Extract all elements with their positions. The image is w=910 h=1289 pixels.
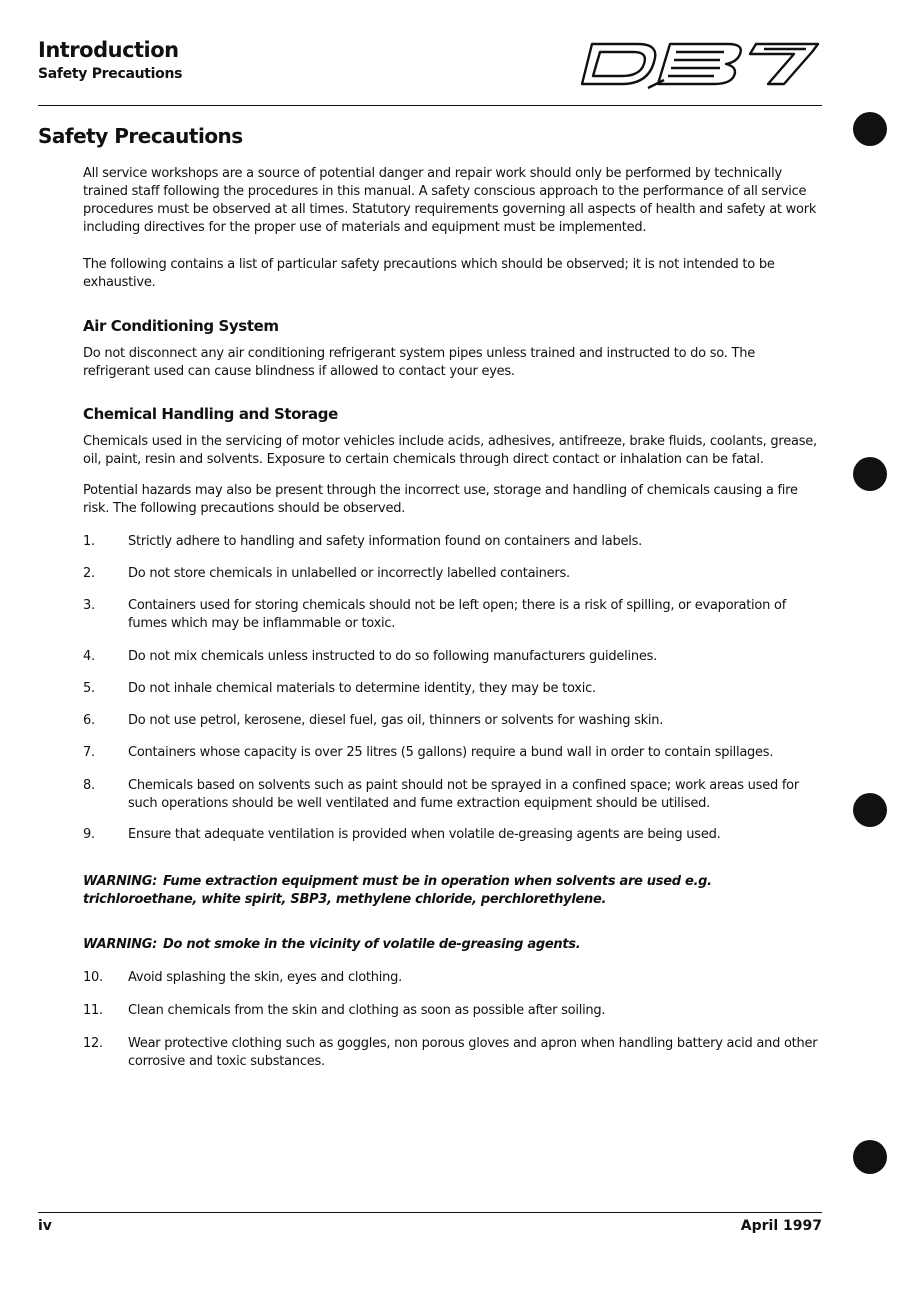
list-item-text: Wear protective clothing such as goggles, non porous gloves and apron when handling battery acid and other corrosive and toxic substances. bbox=[128, 1036, 818, 1069]
punch-hole bbox=[853, 793, 887, 827]
list-item bbox=[83, 648, 825, 666]
list-item-text: Do not mix chemicals unless instructed to do so following manufacturers guidelines. bbox=[128, 649, 657, 664]
list-item bbox=[83, 533, 825, 551]
section-heading-chemical: Chemical Handling and Storage bbox=[83, 405, 338, 423]
list-item-text: Do not store chemicals in unlabelled or incorrectly labelled containers. bbox=[128, 566, 570, 581]
list-item bbox=[83, 744, 825, 762]
list-item-number: 4. bbox=[83, 649, 95, 664]
list-item bbox=[83, 1002, 825, 1020]
page-heading: Safety Precautions bbox=[38, 124, 243, 148]
list-item bbox=[83, 597, 825, 633]
punch-hole bbox=[853, 1140, 887, 1174]
list-item-text: Containers whose capacity is over 25 litres (5 gallons) require a bund wall in order to contain spillages. bbox=[128, 745, 774, 760]
warning-text: Do not smoke in the vicinity of volatile de-greasing agents. bbox=[163, 937, 581, 952]
footer-date: April 1997 bbox=[740, 1218, 822, 1234]
list-item bbox=[83, 565, 825, 583]
page-number: iv bbox=[38, 1218, 52, 1234]
intro-paragraph-1: All service workshops are a source of potential danger and repair work should only be performed by technically trained staff following the procedures in this manual. A safety conscious approach to the performance of all service procedures must be observed at all times. Statutory requirements governing all aspects of health and safety at work including directives for the proper use of materials and equipment must be implemented. bbox=[83, 166, 817, 235]
list-item-text: Clean chemicals from the skin and clothing as soon as possible after soiling. bbox=[128, 1003, 606, 1018]
punch-hole bbox=[853, 457, 887, 491]
list-item bbox=[83, 777, 825, 813]
header-rule bbox=[38, 105, 822, 106]
list-item-number: 9. bbox=[83, 827, 95, 842]
list-item-number: 12. bbox=[83, 1036, 103, 1051]
list-item-text: Avoid splashing the skin, eyes and clothing. bbox=[128, 970, 402, 985]
list-item-text: Do not inhale chemical materials to determine identity, they may be toxic. bbox=[128, 681, 596, 696]
list-item-number: 10. bbox=[83, 970, 103, 985]
list-item-text: Chemicals based on solvents such as paint should not be sprayed in a confined space; work areas used for such operations should be well ventilated and fume extraction equipment should be utilised. bbox=[128, 778, 799, 811]
footer-rule bbox=[38, 1212, 822, 1213]
list-item bbox=[83, 826, 825, 844]
list-item-number: 5. bbox=[83, 681, 95, 696]
list-item-number: 7. bbox=[83, 745, 95, 760]
list-item-text: Do not use petrol, kerosene, diesel fuel, gas oil, thinners or solvents for washing skin. bbox=[128, 713, 664, 728]
list-item-text: Strictly adhere to handling and safety information found on containers and labels. bbox=[128, 534, 643, 549]
warning-label: WARNING: bbox=[83, 874, 158, 889]
list-item-number: 3. bbox=[83, 598, 95, 613]
list-item-number: 1. bbox=[83, 534, 95, 549]
header-title: Introduction bbox=[38, 38, 179, 62]
list-item bbox=[83, 680, 825, 698]
warning-text: Fume extraction equipment must be in operation when solvents are used e.g. trichloroethane, white spirit, SBP3, methylene chloride, perchlorethylene. bbox=[83, 874, 712, 907]
chemical-paragraph-1: Chemicals used in the servicing of motor vehicles include acids, adhesives, antifreeze, brake fluids, coolants, grease, oil, paint, resin and solvents. Exposure to certain chemicals through direct contact or inhalation can be fatal. bbox=[83, 434, 817, 467]
warning-note bbox=[83, 936, 828, 954]
list-item-text: Ensure that adequate ventilation is provided when volatile de-greasing agents are being used. bbox=[128, 827, 721, 842]
db7-logo bbox=[578, 40, 823, 90]
section-heading-air-conditioning: Air Conditioning System bbox=[83, 317, 279, 335]
warning-label: WARNING: bbox=[83, 937, 158, 952]
list-item-text: Containers used for storing chemicals should not be left open; there is a risk of spilling, or evaporation of fumes which may be inflammable or toxic. bbox=[128, 598, 787, 631]
header-subtitle: Safety Precautions bbox=[38, 66, 183, 82]
list-item-number: 11. bbox=[83, 1003, 103, 1018]
list-item-number: 2. bbox=[83, 566, 95, 581]
intro-paragraph-2: The following contains a list of particular safety precautions which should be observed; it is not intended to be exhaustive. bbox=[83, 257, 775, 290]
chemical-paragraph-2: Potential hazards may also be present through the incorrect use, storage and handling of chemicals causing a fire risk. The following precautions should be observed. bbox=[83, 483, 798, 516]
warning-note bbox=[83, 873, 828, 909]
list-item-number: 6. bbox=[83, 713, 95, 728]
list-item bbox=[83, 969, 825, 987]
list-item bbox=[83, 712, 825, 730]
list-item bbox=[83, 1035, 825, 1071]
air-conditioning-text: Do not disconnect any air conditioning refrigerant system pipes unless trained and instructed to do so. The refrigerant used can cause blindness if allowed to contact your eyes. bbox=[83, 346, 755, 379]
punch-hole bbox=[853, 112, 887, 146]
list-item-number: 8. bbox=[83, 778, 95, 793]
